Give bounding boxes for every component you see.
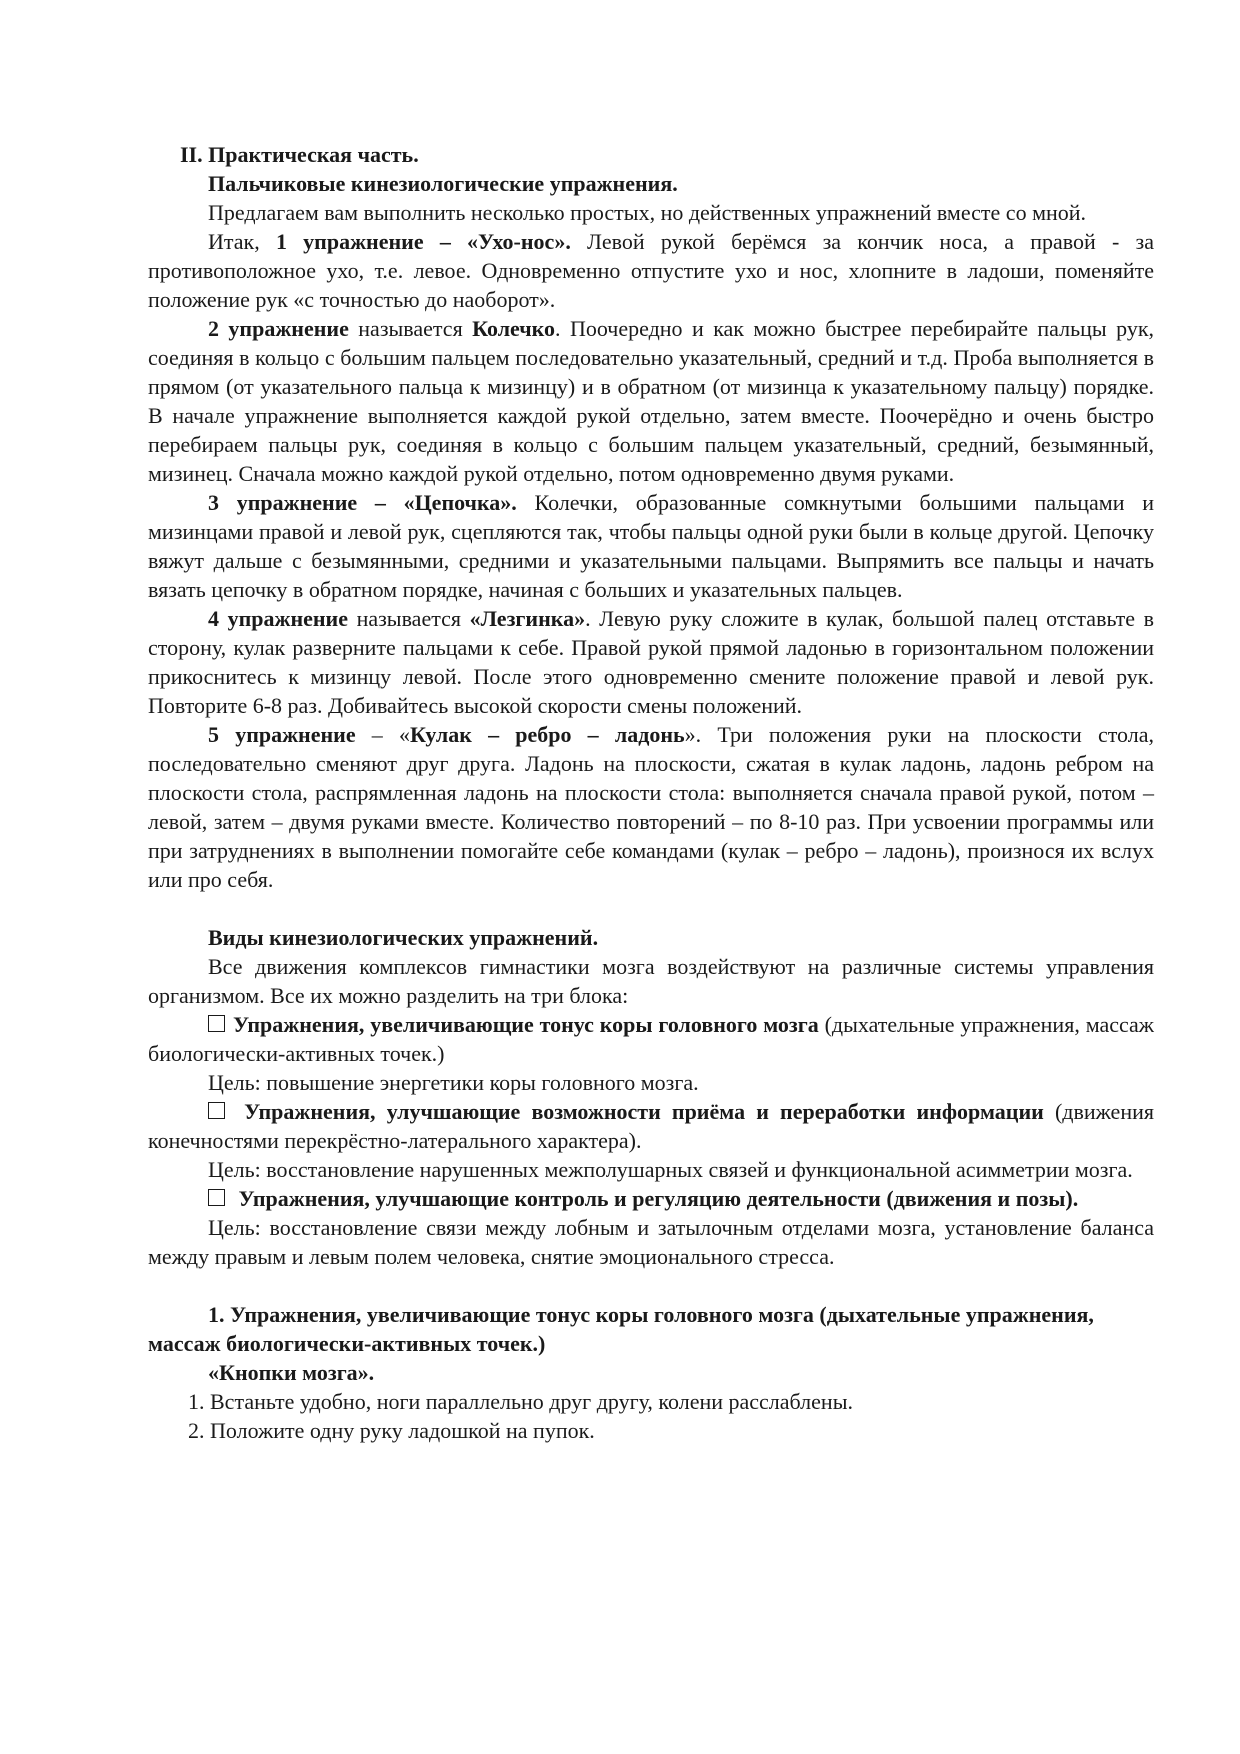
types-heading: Виды кинезиологических упражнений. [208, 925, 599, 950]
step-2: 2. Положите одну руку ладошкой на пупок. [188, 1418, 595, 1443]
exercise-2-name: Колечко [472, 316, 556, 341]
exercise-4-name: «Лезгинка» [469, 606, 586, 631]
exercise-1-text: Левой рукой берёмся за кончик носа, а правой - за противоположное ухо, т.е. левое. Одновременно отпустите ухо и нос, хлопните в ладоши, поменяйте положение рук «с точностью до наоборот». [148, 229, 1154, 312]
block-2-text: (движения конечностями перекрёстно-латерального характера). [148, 1099, 1154, 1153]
block-1-paragraph [148, 1010, 1154, 1068]
step-1: 1. Встаньте удобно, ноги параллельно друг другу, колени расслаблены. [188, 1389, 853, 1414]
section-1-heading: 1. Упражнения, увеличивающие тонус коры головного мозга (дыхательные упражнения, массаж биологически-активных точек.) [148, 1302, 1094, 1356]
block-3-title: Упражнения, улучшающие контроль и регуляцию деятельности (движения и позы). [238, 1186, 1079, 1211]
exercise-4-title: 4 упражнение [208, 606, 348, 631]
exercise-5-paragraph [148, 720, 1154, 894]
spacer [148, 1271, 1154, 1300]
exercise-3-paragraph [148, 488, 1154, 604]
checkbox-icon [208, 1189, 225, 1206]
checkbox-icon [208, 1102, 225, 1119]
section-heading: II. Практическая часть. [180, 142, 419, 167]
block-1-text: (дыхательные упражнения, массаж биологически-активных точек.) [148, 1012, 1154, 1066]
checkbox-icon [208, 1015, 225, 1032]
exercise-1-paragraph [148, 227, 1154, 314]
exercise-1-title: 1 упражнение – «Ухо-нос». [275, 229, 571, 254]
exercise-2-text: . Поочередно и как можно быстрее перебирайте пальцы рук, соединяя в кольцо с большим пальцем последовательно указательный, средний и т.д. Проба выполняется в прямом (от указательного пальца к мизинцу) и в обратном (от мизинца к указательному пальцу) порядке. В начале упражнение выполняется каждой рукой отдельно, затем вместе. Поочерёдно и очень быстро перебираем пальцы рук, соединяя в кольцо с большим пальцем указательный, средний, безымянный, мизинец. Сначала можно каждой рукой отдельно, потом одновременно двумя руками. [148, 316, 1155, 486]
exercise-3-text: Колечки, образованные сомкнутыми большими пальцами и мизинцами правой и левой рук, сцепляются так, чтобы пальцы одной руки были в кольце другой. Цепочку вяжут дальше с безымянными, средними и указательными пальцами. Выпрямить все пальцы и начать вязать цепочку в обратном порядке, начиная с больших и указательных пальцев. [148, 490, 1154, 602]
exercise-5-text: Три положения руки на плоскости стола, последовательно сменяют друг друга. Ладонь на плоскости, сжатая в кулак ладонь, ладонь ребром на плоскости стола, распрямленная ладонь на плоскости стола: выполняется сначала правой рукой, потом – левой, затем – двумя руками вместе. Количество повторений – по 8-10 раз. При усвоении программы или при затруднениях в выполнении помогайте себе командами (кулак – ребро – ладонь), произнося их вслух или про себя. [148, 722, 1155, 892]
exercise-4-text: . Левую руку сложите в кулак, большой палец отставьте в сторону, кулак разверните пальцами к себе. Правой рукой прямой ладонью в горизонтальном положении прикоснитесь к мизинцу левой. После этого одновременно смените положение правой и левой рук. Повторите 6-8 раз. Добивайтесь высокой скорости смены положений. [148, 606, 1155, 718]
exercise-5-name: Кулак – ребро – ладонь [410, 722, 685, 747]
block-2-goal: Цель: восстановление нарушенных межполушарных связей и функциональной асимметрии мозга. [208, 1157, 1133, 1182]
exercise-3-title: 3 упражнение – «Цепочка». [208, 490, 517, 515]
block-2-title: Упражнения, улучшающие возможности приёма и переработки информации [244, 1099, 1044, 1124]
block-3-paragraph [148, 1184, 1154, 1213]
exercise-5-title: 5 упражнение [208, 722, 356, 747]
finger-exercises-heading: Пальчиковые кинезиологические упражнения. [208, 171, 678, 196]
block-2-paragraph [148, 1097, 1154, 1155]
exercise-2-connector: называется [348, 316, 473, 341]
types-intro: Все движения комплексов гимнастики мозга воздействуют на различные системы управления организмом. Все их можно разделить на три блока: [148, 954, 1154, 1008]
exercise-2-paragraph [148, 314, 1154, 488]
document-content [148, 140, 1154, 1445]
intro-paragraph: Предлагаем вам выполнить несколько простых, но действенных упражнений вместе со мной. [208, 200, 1087, 225]
exercise-2-title: 2 упражнение [208, 316, 349, 341]
exercise-5-connector: – « [355, 722, 410, 747]
block-1-title: Упражнения, увеличивающие тонус коры головного мозга [233, 1012, 819, 1037]
exercise-1-lead: Итак, [208, 229, 276, 254]
exercise-5-name-end: ». [684, 722, 702, 747]
block-3-goal: Цель: восстановление связи между лобным и затылочным отделами мозга, установление баланса между правым и левым полем человека, снятие эмоционального стресса. [148, 1215, 1154, 1269]
knopki-heading: «Кнопки мозга». [208, 1360, 375, 1385]
exercise-4-connector: называется [348, 606, 470, 631]
block-1-goal: Цель: повышение энергетики коры головного мозга. [208, 1070, 699, 1095]
exercise-4-paragraph [148, 604, 1154, 720]
spacer [148, 894, 1154, 923]
